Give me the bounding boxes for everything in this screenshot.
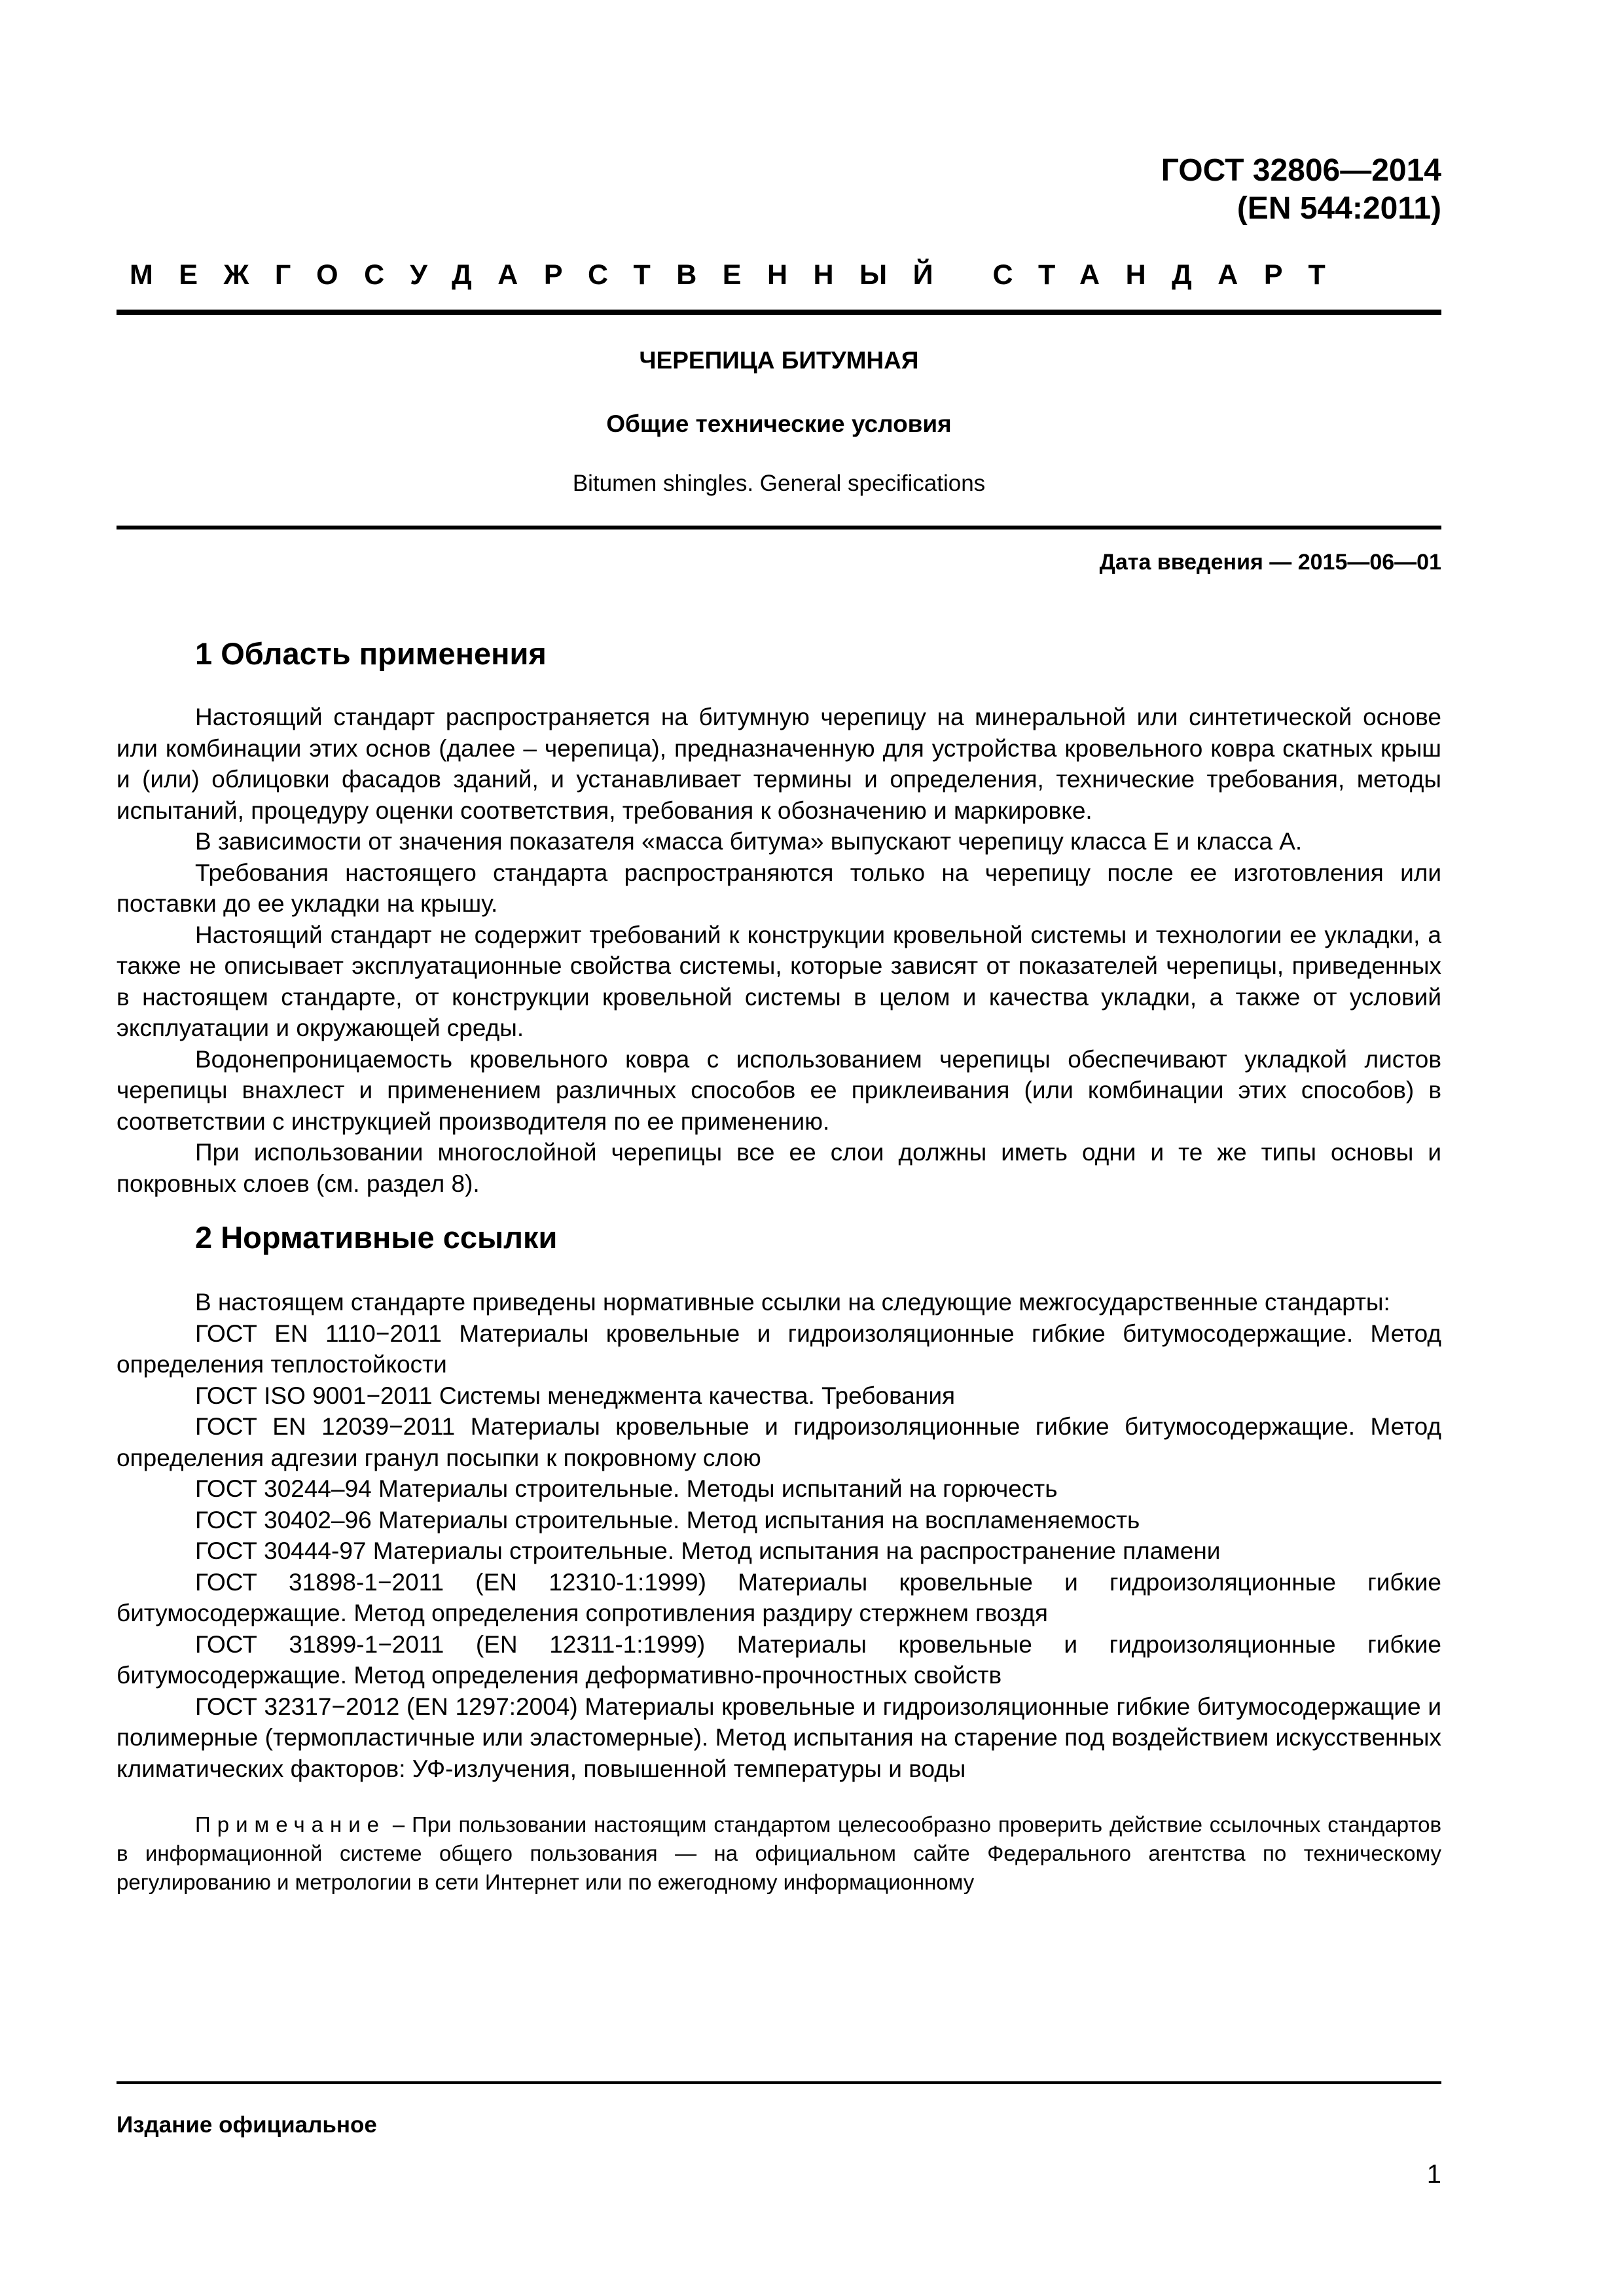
section-2-intro: В настоящем стандарте приведены нормативные ссылки на следующие межгосударственные стандарты: xyxy=(195,1289,1390,1316)
standard-designation xyxy=(1161,152,1441,228)
section-1-heading: 1 Область применения xyxy=(195,636,547,671)
document-subtitle: Общие технические условия xyxy=(606,410,952,437)
official-edition-label: Издание официальное xyxy=(117,2112,377,2138)
footer-divider xyxy=(117,2081,1441,2084)
reference-item: ГОСТ 30444-97 Материалы строительные. Метод испытания на распространение пламени xyxy=(195,1537,1221,1564)
gost-number: ГОСТ 32806—2014 xyxy=(1161,153,1441,188)
reference-item: ГОСТ ISO 9001−2011 Системы менеджмента качества. Требования xyxy=(195,1382,956,1409)
reference-item: ГОСТ 31898-1−2011 (EN 12310-1:1999) Материалы кровельные и гидроизоляционные гибкие битумосодержащие. Метод определения сопротивления раздиру стержнем гвоздя xyxy=(117,1568,1441,1626)
interstate-standard-banner: МЕЖГОСУДАРСТВЕННЫЙ СТАНДАРТ xyxy=(130,259,1352,291)
reference-item: ГОСТ 31899-1−2011 (EN 12311-1:1999) Материалы кровельные и гидроизоляционные гибкие битумосодержащие. Метод определения деформативно-прочностных свойств xyxy=(117,1630,1441,1689)
introduction-date: Дата введения — 2015—06—01 xyxy=(1099,550,1441,575)
header-divider xyxy=(117,310,1441,315)
document-title-english: Bitumen shingles. General specifications xyxy=(572,471,986,496)
section-1-paragraph: При использовании многослойной черепицы все ее слои должны иметь одни и те же типы основы и покровных слоев (см. раздел 8). xyxy=(117,1139,1441,1197)
reference-item: ГОСТ EN 1110−2011 Материалы кровельные и гидроизоляционные гибкие битумосодержащие. Метод определения теплостойкости xyxy=(117,1319,1441,1378)
section-1-paragraph: Водонепроницаемость кровельного ковра с использованием черепицы обеспечивают укладкой листов черепицы внахлест и применением различных способов ее приклеивания (или комбинации этих способов) в соответствии с инструкцией производителя по ее применению. xyxy=(117,1045,1441,1135)
page-number: 1 xyxy=(1426,2160,1441,2189)
reference-item: ГОСТ 32317−2012 (EN 1297:2004) Материалы кровельные и гидроизоляционные гибкие битумосодержащие и полимерные (термопластичные или эластомерные). Метод испытания на старение под воздействием искусственных климатических факторов: УФ-излучения, повышенной температуры и воды xyxy=(117,1693,1441,1782)
en-equivalent: (EN 544:2011) xyxy=(1236,191,1441,226)
section-1-paragraph: Настоящий стандарт распространяется на битумную черепицу на минеральной или синтетической основе или комбинации этих основ (далее – черепица), предназначенную для устройства кровельного ковра скатных крыш и (или) облицовки фасадов зданий, и устанавливает термины и определения, технические требования, методы испытаний, процедуру оценки соответствия, требования к обозначению и маркировке. xyxy=(117,704,1441,824)
note-text: – При пользовании настоящим стандартом целесообразно проверить действие ссылочных стандартов в информационной системе общего пользования — на официальном сайте Федерального агентства по техническому регулированию и метрологии в сети Интернет или по ежегодному информационному xyxy=(117,1812,1441,1894)
section-1-paragraph: Требования настоящего стандарта распространяются только на черепицу после ее изготовления или поставки до ее укладки на крышу. xyxy=(117,859,1441,917)
title-divider xyxy=(117,526,1441,529)
section-2-heading: 2 Нормативные ссылки xyxy=(195,1220,558,1255)
reference-item: ГОСТ 30402–96 Материалы строительные. Метод испытания на воспламеняемость xyxy=(195,1506,1140,1534)
document-body xyxy=(117,635,1441,1918)
reference-note xyxy=(117,1810,1441,1897)
reference-item: ГОСТ EN 12039−2011 Материалы кровельные и гидроизоляционные гибкие битумосодержащие. Метод определения адгезии гранул посыпки к покровному слою xyxy=(117,1413,1441,1471)
note-label: Примечание xyxy=(195,1812,386,1837)
document-page xyxy=(117,0,1441,2296)
document-title: ЧЕРЕПИЦА БИТУМНАЯ xyxy=(639,347,919,374)
section-1-paragraph: Настоящий стандарт не содержит требований к конструкции кровельной системы и технологии ее укладки, а также не описывает эксплуатационные свойства системы, которые зависят от показателей черепицы, приведенных в настоящем стандарте, от конструкции кровельной системы в целом и качества укладки, а также от условий эксплуатации и окружающей среды. xyxy=(117,921,1441,1041)
section-1-paragraph: В зависимости от значения показателя «масса битума» выпускают черепицу класса Е и класса А. xyxy=(195,828,1303,855)
reference-item: ГОСТ 30244–94 Материалы строительные. Методы испытаний на горючесть xyxy=(195,1475,1058,1502)
